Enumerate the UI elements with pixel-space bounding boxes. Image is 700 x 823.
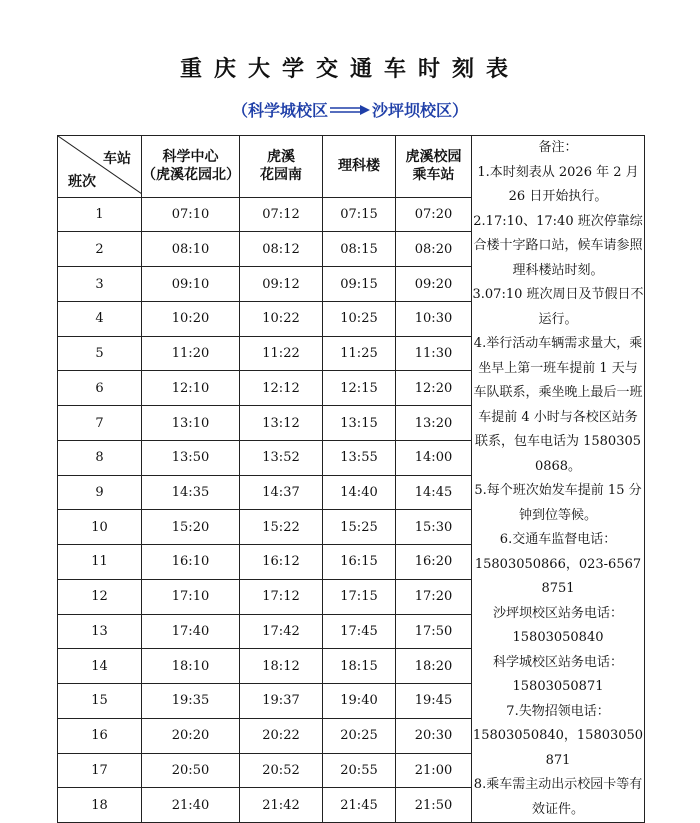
departure-time: 16:10 [142, 545, 240, 580]
corner-header [58, 136, 142, 198]
trip-number: 11 [58, 545, 142, 580]
departure-time: 12:20 [396, 371, 472, 406]
departure-time: 09:12 [240, 267, 323, 302]
page-title: 重庆大学交通车时刻表 [179, 56, 520, 82]
note-item: 15803050866，023-65678751 [474, 556, 642, 596]
col-header-huxi-campus-stop: 虎溪校园 乘车站 [396, 136, 472, 198]
departure-time: 19:37 [240, 684, 323, 719]
departure-time: 13:50 [142, 440, 240, 475]
departure-time: 19:45 [396, 684, 472, 719]
departure-time: 20:20 [142, 718, 240, 753]
departure-time: 13:12 [240, 406, 323, 441]
departure-time: 18:10 [142, 649, 240, 684]
note-item: 6.交通车监督电话： [499, 532, 617, 547]
route-from: （科学城校区 [231, 101, 328, 120]
departure-time: 14:45 [396, 475, 472, 510]
note-item: 8.乘车需主动出示校园卡等有效证件。 [473, 777, 643, 817]
departure-time: 11:22 [240, 336, 323, 371]
departure-time: 20:30 [396, 718, 472, 753]
note-item: 4.举行活动车辆需求量大，乘坐早上第一班车提前 1 天与车队联系，乘坐晚上最后一班车提前 4 小时与各校区站务联系，包车电话为 15803050868。 [473, 336, 643, 474]
departure-time: 20:22 [240, 718, 323, 753]
departure-time: 13:52 [240, 440, 323, 475]
departure-time: 12:10 [142, 371, 240, 406]
departure-time: 15:30 [396, 510, 472, 545]
col-header-science-building: 理科楼 [323, 136, 396, 198]
departure-time: 10:30 [396, 301, 472, 336]
departure-time: 21:40 [142, 788, 240, 823]
departure-time: 17:45 [323, 614, 396, 649]
departure-time: 07:10 [142, 197, 240, 232]
departure-time: 21:45 [323, 788, 396, 823]
trip-number: 13 [58, 614, 142, 649]
departure-time: 20:55 [323, 753, 396, 788]
trip-number: 17 [58, 753, 142, 788]
departure-time: 14:37 [240, 475, 323, 510]
header-row [58, 136, 645, 198]
departure-time: 21:00 [396, 753, 472, 788]
departure-time: 07:12 [240, 197, 323, 232]
departure-time: 11:25 [323, 336, 396, 371]
departure-time: 15:22 [240, 510, 323, 545]
departure-time: 16:15 [323, 545, 396, 580]
departure-time: 13:15 [323, 406, 396, 441]
trip-number: 10 [58, 510, 142, 545]
note-item: 5.每个班次始发车提前 15 分钟到位等候。 [474, 483, 642, 523]
departure-time: 19:35 [142, 684, 240, 719]
departure-time: 17:40 [142, 614, 240, 649]
departure-time: 18:15 [323, 649, 396, 684]
departure-time: 17:20 [396, 579, 472, 614]
note-item: 15803050840 [512, 630, 604, 645]
trip-number: 4 [58, 301, 142, 336]
departure-time: 16:20 [396, 545, 472, 580]
trip-number: 8 [58, 440, 142, 475]
departure-time: 18:12 [240, 649, 323, 684]
note-item: 15803050840，15803050871 [472, 728, 644, 768]
departure-time: 15:20 [142, 510, 240, 545]
departure-time: 17:12 [240, 579, 323, 614]
departure-time: 08:15 [323, 232, 396, 267]
note-item: 15803050871 [512, 679, 604, 694]
departure-time: 09:20 [396, 267, 472, 302]
note-item: 2.17:10、17:40 班次停靠综合楼十字路口站，候车请参照理科楼站时刻。 [473, 213, 643, 278]
departure-time: 12:12 [240, 371, 323, 406]
notes-panel [472, 136, 645, 823]
departure-time: 14:00 [396, 440, 472, 475]
departure-time: 10:20 [142, 301, 240, 336]
trip-number: 2 [58, 232, 142, 267]
note-item: 沙坪坝校区站务电话： [492, 605, 623, 621]
route-subtitle [0, 98, 700, 121]
departure-time: 21:42 [240, 788, 323, 823]
trip-number: 7 [58, 406, 142, 441]
route-to: 沙坪坝校区） [372, 101, 469, 120]
note-item: 科学城校区站务电话： [492, 654, 623, 670]
departure-time: 17:50 [396, 614, 472, 649]
departure-time: 09:15 [323, 267, 396, 302]
departure-time: 14:40 [323, 475, 396, 510]
departure-time: 16:12 [240, 545, 323, 580]
trip-number: 5 [58, 336, 142, 371]
departure-time: 14:35 [142, 475, 240, 510]
trip-number: 18 [58, 788, 142, 823]
departure-time: 20:52 [240, 753, 323, 788]
departure-time: 17:42 [240, 614, 323, 649]
trip-number: 3 [58, 267, 142, 302]
departure-time: 17:15 [323, 579, 396, 614]
trip-number: 9 [58, 475, 142, 510]
departure-time: 20:50 [142, 753, 240, 788]
trip-number: 16 [58, 718, 142, 753]
note-item: 3.07:10 班次周日及节假日不运行。 [472, 287, 644, 327]
departure-time: 10:25 [323, 301, 396, 336]
trip-number: 12 [58, 579, 142, 614]
departure-time: 15:25 [323, 510, 396, 545]
trip-number: 15 [58, 684, 142, 719]
notes-heading: 备注： [538, 140, 578, 155]
trip-number: 6 [58, 371, 142, 406]
double-arrow-icon [330, 105, 370, 115]
timetable [57, 135, 645, 823]
departure-time: 13:20 [396, 406, 472, 441]
departure-time: 20:25 [323, 718, 396, 753]
departure-time: 19:40 [323, 684, 396, 719]
departure-time: 07:15 [323, 197, 396, 232]
trip-number: 14 [58, 649, 142, 684]
departure-time: 11:20 [142, 336, 240, 371]
trip-number: 1 [58, 197, 142, 232]
col-header-huxi-garden-south: 虎溪 花园南 [240, 136, 323, 198]
departure-time: 11:30 [396, 336, 472, 371]
departure-time: 08:10 [142, 232, 240, 267]
departure-time: 07:20 [396, 197, 472, 232]
departure-time: 12:15 [323, 371, 396, 406]
departure-time: 09:10 [142, 267, 240, 302]
departure-time: 10:22 [240, 301, 323, 336]
note-item: 7.失物招领电话： [506, 703, 610, 719]
note-item: 1.本时刻表从 2026 年 2 月 26 日开始执行。 [477, 164, 639, 204]
departure-time: 21:50 [396, 788, 472, 823]
departure-time: 08:20 [396, 232, 472, 267]
departure-time: 13:10 [142, 406, 240, 441]
departure-time: 08:12 [240, 232, 323, 267]
departure-time: 13:55 [323, 440, 396, 475]
departure-time: 17:10 [142, 579, 240, 614]
corner-trip-label: 班次 [68, 173, 96, 190]
departure-time: 18:20 [396, 649, 472, 684]
col-header-science-center: 科学中心 （虎溪花园北） [142, 136, 240, 198]
corner-station-label: 车站 [103, 151, 131, 167]
